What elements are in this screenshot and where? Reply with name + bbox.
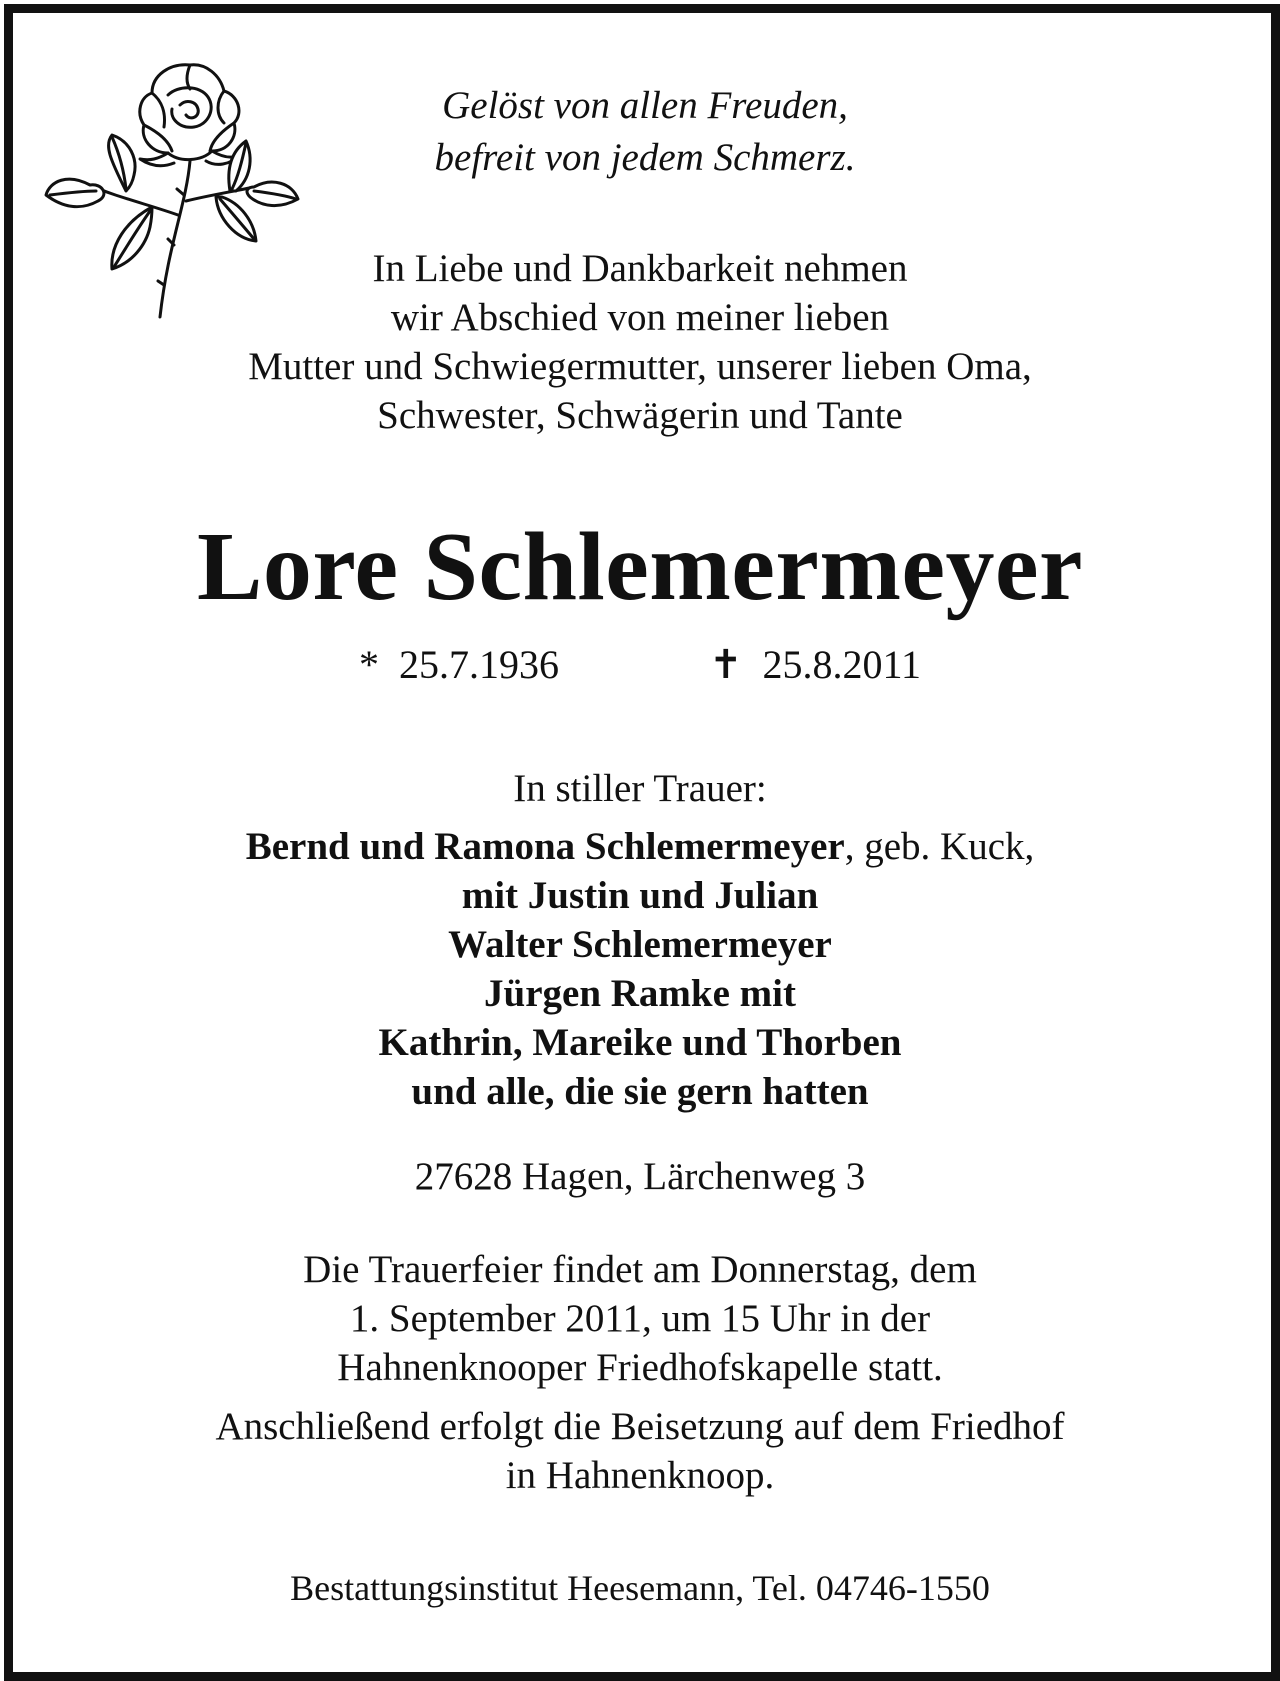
cross-icon: ✝ [708, 642, 743, 687]
intro-line: Schwester, Schwägerin und Tante [377, 394, 903, 437]
ceremony-info [0, 1245, 1280, 1392]
mourner-line: mit Justin und Julian [461, 874, 819, 917]
funeral-home-contact: Bestattungsinstitut Heesemann, Tel. 04746-1550 [290, 1568, 990, 1608]
intro-text [0, 244, 1280, 440]
ceremony-line: Die Trauerfeier findet am Donnerstag, dem [303, 1248, 977, 1291]
mourner-line: Walter Schlemermeyer [448, 923, 832, 966]
mourner-note: , geb. Kuck, [844, 825, 1035, 868]
ceremony-line: Hahnenknooper Friedhofskapelle statt. [337, 1346, 943, 1389]
intro-line: Mutter und Schwiegermutter, unserer lieben Oma, [248, 345, 1032, 388]
mourner-line: Jürgen Ramke mit [484, 972, 796, 1015]
mourner-line: Kathrin, Mareike und Thorben [378, 1021, 902, 1064]
intro-line: wir Abschied von meiner lieben [390, 296, 890, 339]
death-date [709, 640, 921, 690]
family-address: 27628 Hagen, Lärchenweg 3 [414, 1155, 866, 1198]
life-dates [0, 640, 1280, 690]
birth-date [359, 640, 559, 690]
death-date-value: 25.8.2011 [762, 642, 922, 687]
mourner-name: Bernd und Ramona Schlemermeyer [245, 825, 845, 868]
motto-line: Gelöst von allen Freuden, [442, 84, 848, 127]
motto-line: befreit von jedem Schmerz. [434, 136, 856, 179]
motto [330, 80, 960, 184]
deceased-name: Lore Schlemermeyer [196, 513, 1084, 621]
mourners-label: In stiller Trauer: [513, 767, 767, 810]
birth-date-value: 25.7.1936 [398, 642, 559, 687]
burial-line: in Hahnenknoop. [505, 1454, 775, 1497]
mourner-line: und alle, die sie gern hatten [411, 1070, 869, 1113]
mourners-list [0, 822, 1280, 1116]
burial-line: Anschließend erfolgt die Beisetzung auf dem Friedhof [215, 1405, 1065, 1448]
birth-symbol: * [358, 642, 379, 687]
burial-info [0, 1402, 1280, 1500]
intro-line: In Liebe und Dankbarkeit nehmen [372, 247, 908, 290]
mourner-line [0, 822, 1280, 871]
ceremony-line: 1. September 2011, um 15 Uhr in der [349, 1297, 931, 1340]
